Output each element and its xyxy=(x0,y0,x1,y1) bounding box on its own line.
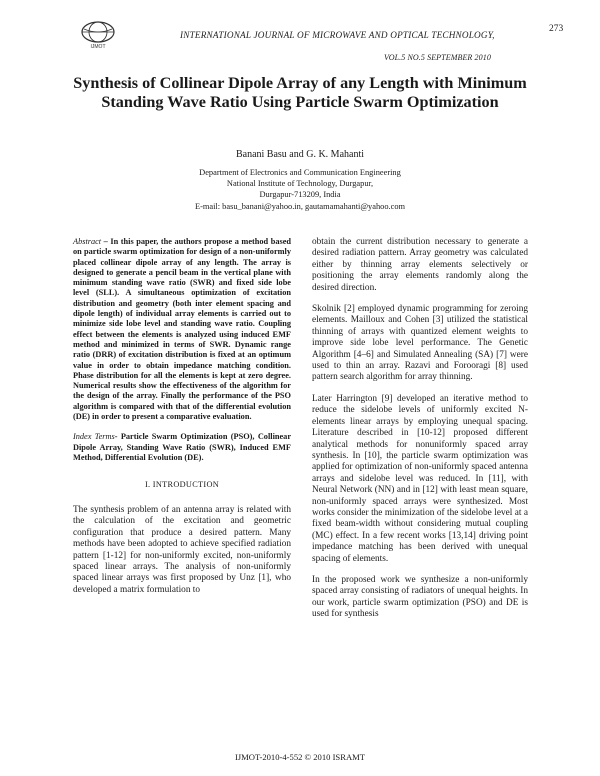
intro-paragraph-5: In the proposed work we synthesize a non-uniformly spaced array consisting of radiators of unequal heights. In our work, particle swarm optimization (PSO) and DE is used for synthesis xyxy=(312,574,528,620)
affiliation-email: E-mail: basu_banani@yahoo.in, gautamamahanti@yahoo.com xyxy=(194,201,406,211)
paper-title: Synthesis of Collinear Dipole Array of any Length with Minimum Standing Wave Ratio Using Particle Swarm Optimization xyxy=(73,74,527,111)
abstract xyxy=(73,237,291,422)
intro-paragraph-4: Later Harrington [9] developed an iterative method to reduce the sidelobe levels of uniformly excited N-elements linear arrays by employing unequal spacing. Literature described in [10-12] proposed different analytical methods for nonuniformly spaced array synthesis. In [10], the particle swarm optimization was applied for optimization of non-uniformly spaced antenna arrays and sidelobe level was reduced. In [11], with Neural Network (NN) and in [12] with least mean square, non-uniformly spaced arrays were synthesized. Most works consider the minimization of the sidelobe level at a fixed beam-width without considering mutual coupling (MC) effect. In a few recent works [13,14] driving point impedance matching has been derived with unequal spacing of elements. xyxy=(312,393,528,564)
affiliation-block xyxy=(150,167,450,212)
paper-authors: Banani Basu and G. K. Mahanti xyxy=(235,149,365,160)
journal-title: INTERNATIONAL JOURNAL OF MICROWAVE AND OPTICAL TECHNOLOGY, xyxy=(180,30,495,40)
intro-paragraph-3: Skolnik [2] employed dynamic programming for zeroing elements. Mailloux and Cohen [3] utilized the statistical thinning of arrays with quantized element weights to improve side lobe level performance. The Genetic Algorithm [4–6] and Simulated Annealing (SA) [7] were used to thin an array. Razavi and Forooragi [8] used pattern search algorithm for array thinning. xyxy=(312,304,528,383)
left-column xyxy=(73,237,291,606)
logo-text: IJMOT xyxy=(90,44,106,50)
abstract-text: – In this paper, the authors propose a method based on particle swarm optimization for design of a non-uniformly placed collinear dipole array of any length. The array is designed to generate a pencil beam in the vertical plane with minimum standing wave ratio (SWR) and fixed side lobe level (SLL). A simultaneous optimization of excitation distribution and geometry (both inter element spacing and dipole length) of individual array elements is carried out to minimize side lobe level and standing wave ratio. Coupling effect between the elements is analyzed using induced EMF method and minimized in terms of SWR. Dynamic range ratio (DRR) of excitation distribution is fixed at an optimum value in order to obtain impedance matching condition. Phase distribution for all the elements is kept at zero degree. Numerical results show the effectiveness of the algorithm for the design of the array. Finally the performance of the PSO algorithm is compared with that of the differential evolution (DE) in order to present a comparative evaluation. xyxy=(73,237,291,422)
right-column xyxy=(312,237,528,631)
journal-logo xyxy=(80,20,116,50)
index-terms-text: - Particle Swarm Optimization (PSO), Collinear Dipole Array, Standing Wave Ratio (SWR), Induced EMF Method, Differential Evolution (DE). xyxy=(73,432,291,462)
page-footer: IJMOT-2010-4-552 © 2010 ISRAMT xyxy=(234,752,366,762)
affiliation-institute: National Institute of Technology, Durgapur, xyxy=(226,179,374,189)
volume-issue: VOL.5 NO.5 SEPTEMBER 2010 xyxy=(384,53,491,62)
page-number: 273 xyxy=(549,24,564,34)
index-terms-label: Index Terms xyxy=(73,432,115,442)
affiliation-address: Durgapur-713209, India xyxy=(259,190,341,200)
section-heading: I. INTRODUCTION xyxy=(144,480,220,490)
index-terms xyxy=(73,432,291,463)
intro-paragraph-1: The synthesis problem of an antenna array is related with the calculation of the excitation and geometric configuration that produce a desired pattern. Many methods have been adopted to achieve specified radiation pattern [1-12] for non-uniformly excited, non-uniformly spaced linear arrays. The analysis of non-uniformly spaced linear arrays was first proposed by Unz [1], who developed a matrix formulation to xyxy=(73,504,291,595)
intro-paragraph-2: obtain the current distribution necessary to generate a desired radiation pattern. Array geometry was calculated either by thinning array elements selectively or positioning the array elements randomly along the desired direction. xyxy=(312,237,528,293)
abstract-label: Abstract xyxy=(73,237,102,246)
affiliation-department: Department of Electronics and Communication Engineering xyxy=(199,168,401,177)
